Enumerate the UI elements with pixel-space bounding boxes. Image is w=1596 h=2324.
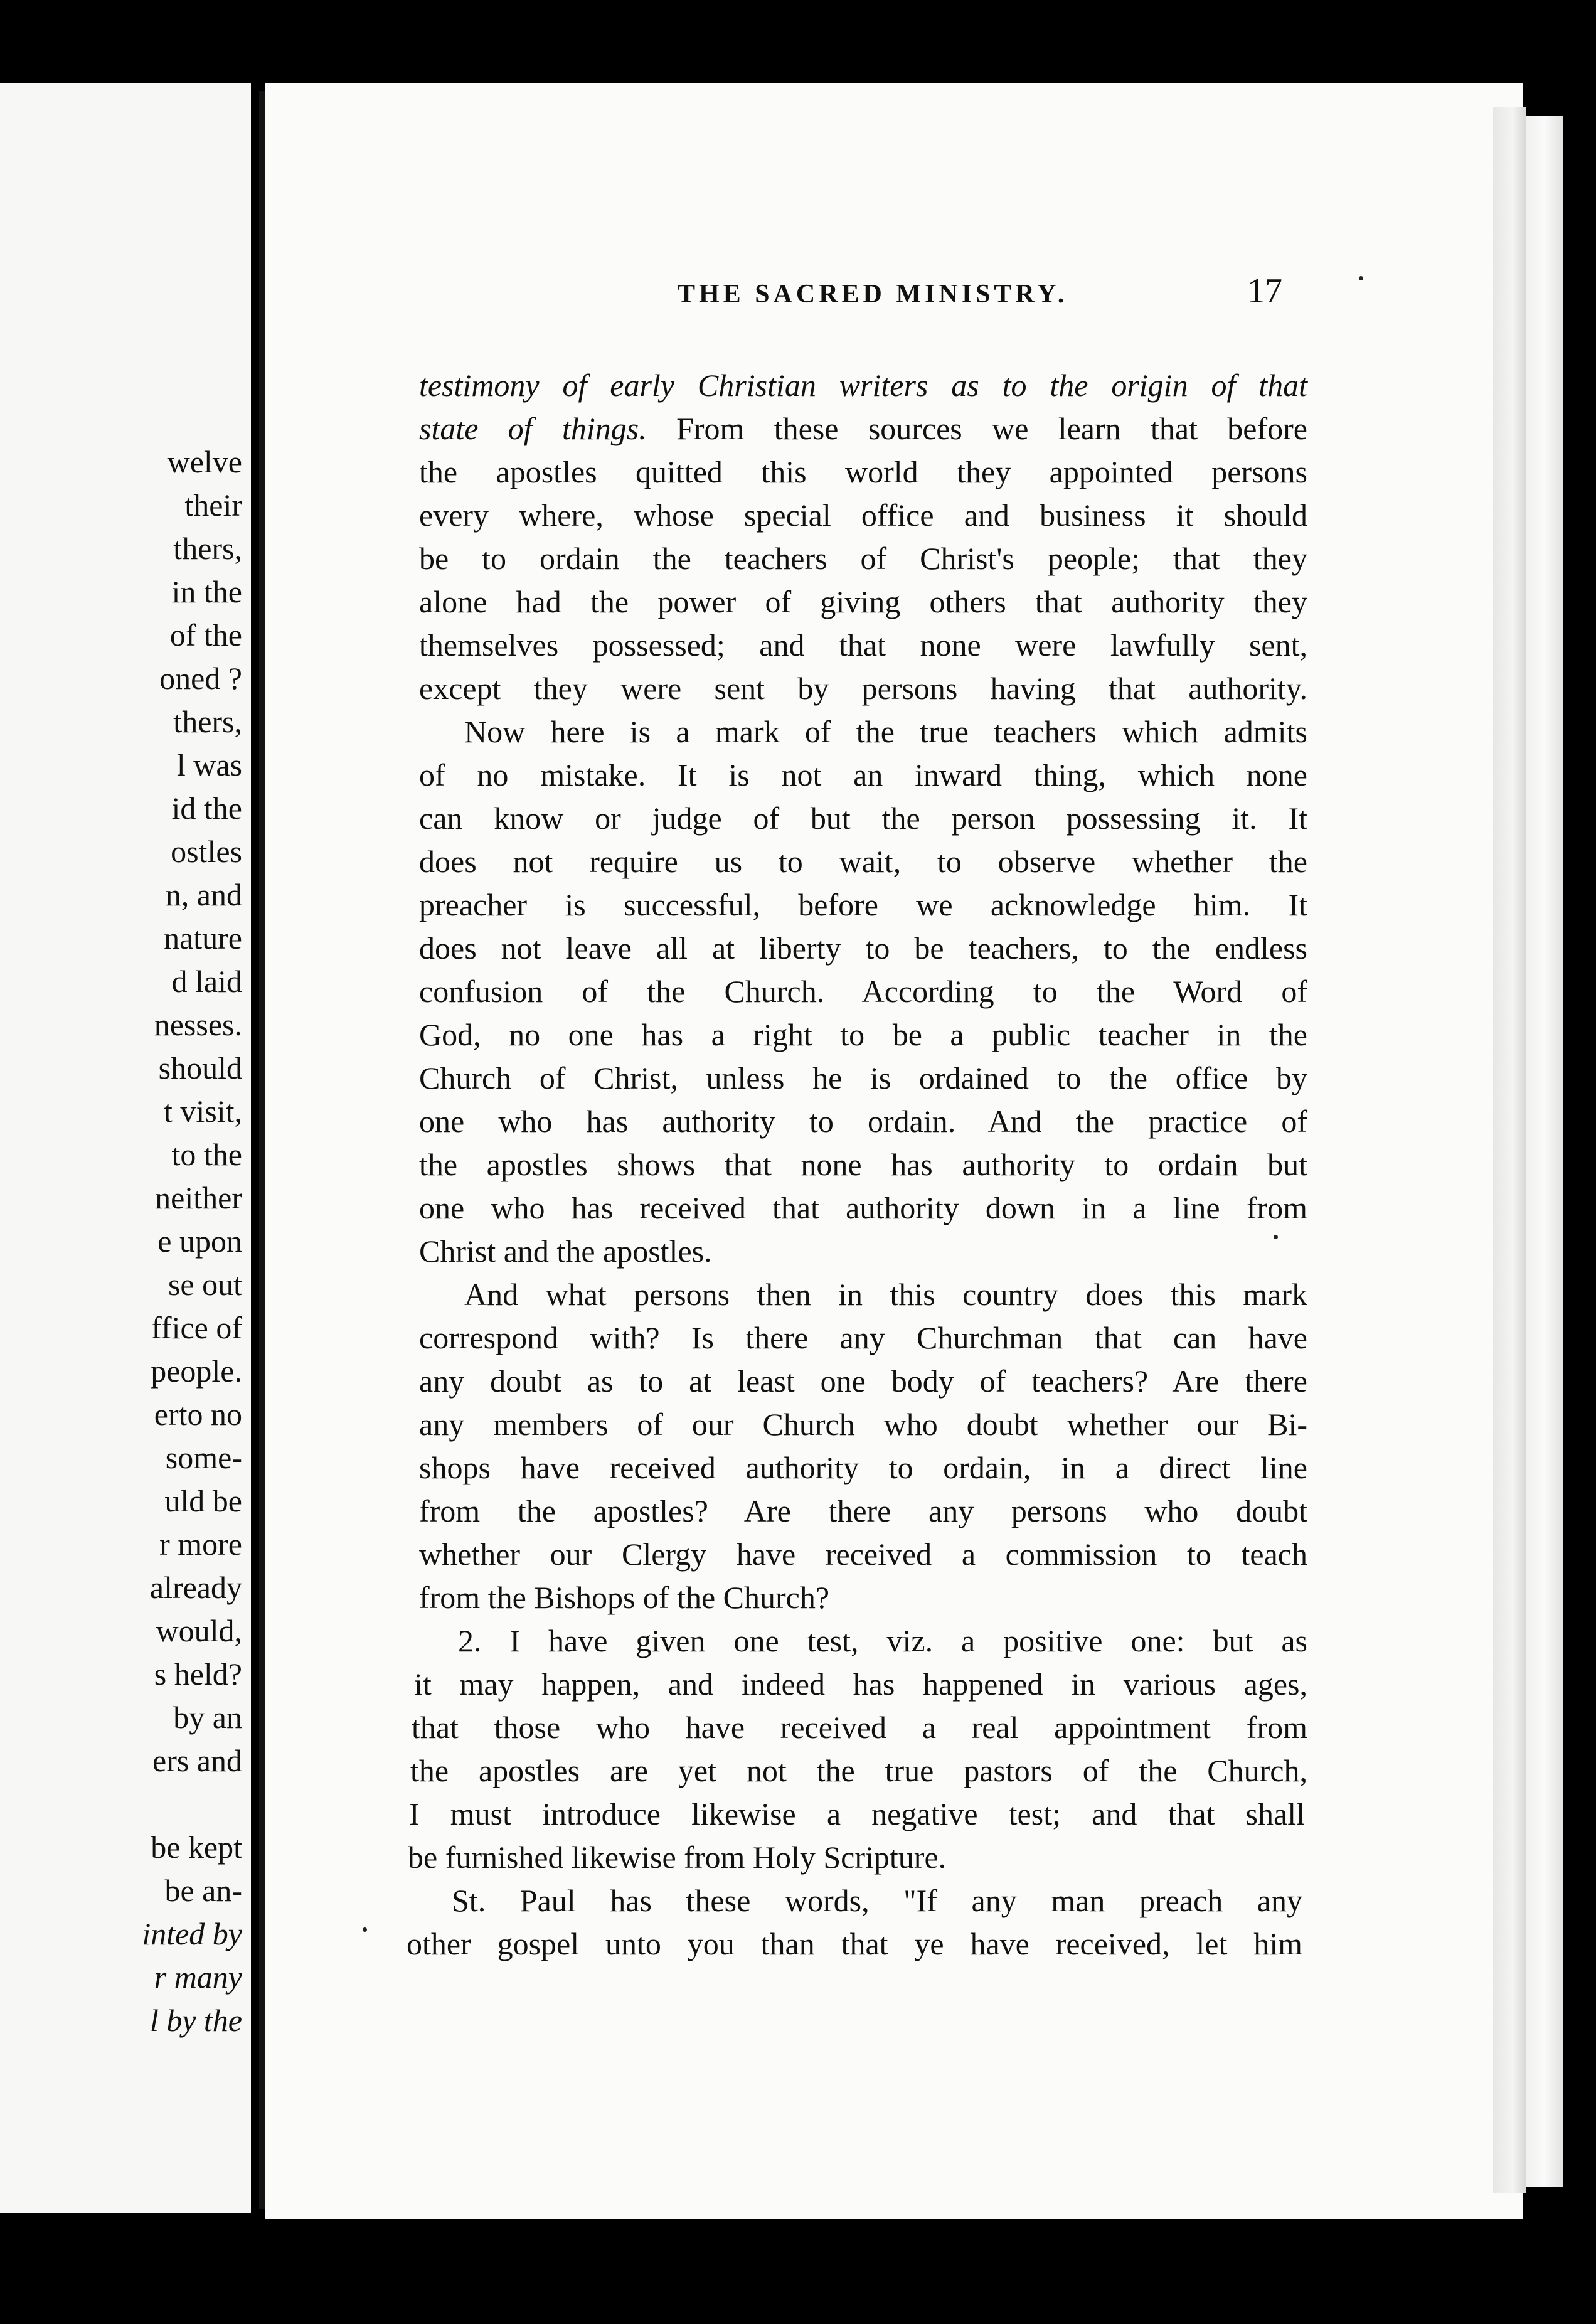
left-page-line: people. <box>151 1353 242 1389</box>
text-line: confusion of the Church. According to the Word of <box>419 974 1307 1009</box>
left-page-line: d laid <box>171 964 242 999</box>
left-page-line: t visit, <box>163 1094 242 1129</box>
page-edge <box>1493 107 1526 2193</box>
left-page-line: would, <box>156 1613 242 1648</box>
text-line: the apostles shows that none has authority to ordain but <box>419 1147 1307 1182</box>
page-edge <box>1526 116 1563 2187</box>
text-line: one who has authority to ordain. And the practice of <box>419 1104 1307 1139</box>
left-page-line: their <box>184 488 242 523</box>
left-page-line: nature <box>164 920 242 956</box>
running-header: THE SACRED MINISTRY. <box>678 280 1068 309</box>
italic-phrase: testimony of early Christian writers as to the origin of that <box>419 368 1307 403</box>
text-line: that those who have received a real appointment from <box>412 1710 1307 1745</box>
left-page-line: some- <box>165 1440 242 1475</box>
text-line: correspond with? Is there any Churchman that can have <box>419 1320 1307 1355</box>
text-line: whether our Clergy have received a commission to teach <box>419 1537 1307 1572</box>
left-page-line: ostles <box>171 834 242 869</box>
left-page-line: nesses. <box>154 1007 242 1042</box>
text-line: any members of our Church who doubt whether our Bi- <box>419 1407 1307 1442</box>
text-line: does not leave all at liberty to be teachers, to the endless <box>419 930 1307 966</box>
left-page-line: ffice of <box>151 1310 242 1345</box>
left-page-line: thers, <box>173 531 242 566</box>
left-page-line: ers and <box>152 1743 242 1778</box>
binding-gutter <box>259 91 265 2209</box>
text-line <box>419 364 1307 407</box>
text-line: every where, whose special office and business it should <box>419 498 1307 533</box>
text-line: the apostles are yet not the true pastors of the Church, <box>410 1753 1307 1788</box>
text-line: Now here is a mark of the true teachers which admits <box>464 714 1307 749</box>
ink-speck <box>1359 276 1363 280</box>
text-line: shops have received authority to ordain, in a direct line <box>419 1450 1307 1485</box>
text-line: preacher is successful, before we acknowledge him. It <box>419 887 1307 922</box>
left-page-line: by an <box>173 1700 242 1735</box>
ink-speck <box>363 1927 367 1932</box>
italic-phrase: state of things. <box>419 411 647 446</box>
left-page-line: s held? <box>154 1656 242 1692</box>
left-page-line: welve <box>167 444 242 479</box>
left-page-line: neither <box>155 1180 242 1215</box>
left-page-line: r many <box>154 1959 242 1995</box>
left-page-line: be kept <box>151 1830 242 1865</box>
left-page-line: in the <box>171 574 242 609</box>
text-line: from the apostles? Are there any persons who doubt <box>419 1493 1307 1528</box>
left-page-line: erto no <box>154 1397 242 1432</box>
left-page-line: to the <box>171 1137 242 1172</box>
left-page-line: of the <box>169 617 242 653</box>
text-line: Church of Christ, unless he is ordained to the office by <box>419 1060 1307 1095</box>
text-line: the apostles quitted this world they appointed persons <box>419 454 1307 489</box>
left-page-line: already <box>149 1570 242 1605</box>
text-line: be to ordain the teachers of Christ's people; that they <box>419 541 1307 576</box>
left-page-line: n, and <box>165 877 242 912</box>
text-line: St. Paul has these words, "If any man preach any <box>452 1883 1302 1918</box>
text-line: themselves possessed; and that none were lawfully sent, <box>419 627 1307 663</box>
text-line: alone had the power of giving others that authority they <box>419 584 1307 619</box>
left-page-line: id the <box>171 791 242 826</box>
left-page-line: uld be <box>164 1483 242 1518</box>
text-line: except they were sent by persons having that authority. <box>419 671 1307 706</box>
left-page-line: should <box>158 1050 242 1085</box>
text-line: And what persons then in this country does this mark <box>464 1277 1307 1312</box>
text-line: of no mistake. It is not an inward thing, which none <box>419 757 1307 792</box>
ink-speck <box>1274 1235 1278 1239</box>
left-page-line: thers, <box>173 704 242 739</box>
text-line: be furnished likewise from Holy Scripture. <box>408 1840 947 1875</box>
text-span: From these sources we learn that before <box>646 411 1307 446</box>
text-line: other gospel unto you than that ye have received, let him <box>407 1926 1302 1961</box>
left-page-line: be an- <box>164 1873 242 1908</box>
page-number: 17 <box>1247 272 1282 311</box>
left-page-line: l was <box>176 747 242 782</box>
text-line: can know or judge of but the person possessing it. It <box>419 801 1307 836</box>
text-line: Christ and the apostles. <box>419 1234 712 1269</box>
left-page-line: e upon <box>157 1223 242 1259</box>
text-line: any doubt as to at least one body of teachers? Are there <box>419 1363 1307 1399</box>
text-line: I must introduce likewise a negative test; and that shall <box>409 1796 1305 1831</box>
text-line <box>419 407 1307 450</box>
left-page-line: se out <box>168 1267 242 1302</box>
left-page-line: inted by <box>142 1916 242 1951</box>
text-line: it may happen, and indeed has happened in various ages, <box>414 1666 1307 1702</box>
text-line: one who has received that authority down in a line from <box>419 1190 1307 1225</box>
left-page-line: oned ? <box>159 661 242 696</box>
left-page-line: l by the <box>149 2003 242 2038</box>
text-line: does not require us to wait, to observe whether the <box>419 844 1307 879</box>
left-page <box>0 83 251 2213</box>
text-line: from the Bishops of the Church? <box>419 1580 830 1615</box>
text-line: 2. I have given one test, viz. a positive one: but as <box>458 1623 1307 1658</box>
left-page-line: r more <box>159 1527 242 1562</box>
text-line: God, no one has a right to be a public teacher in the <box>419 1017 1307 1052</box>
